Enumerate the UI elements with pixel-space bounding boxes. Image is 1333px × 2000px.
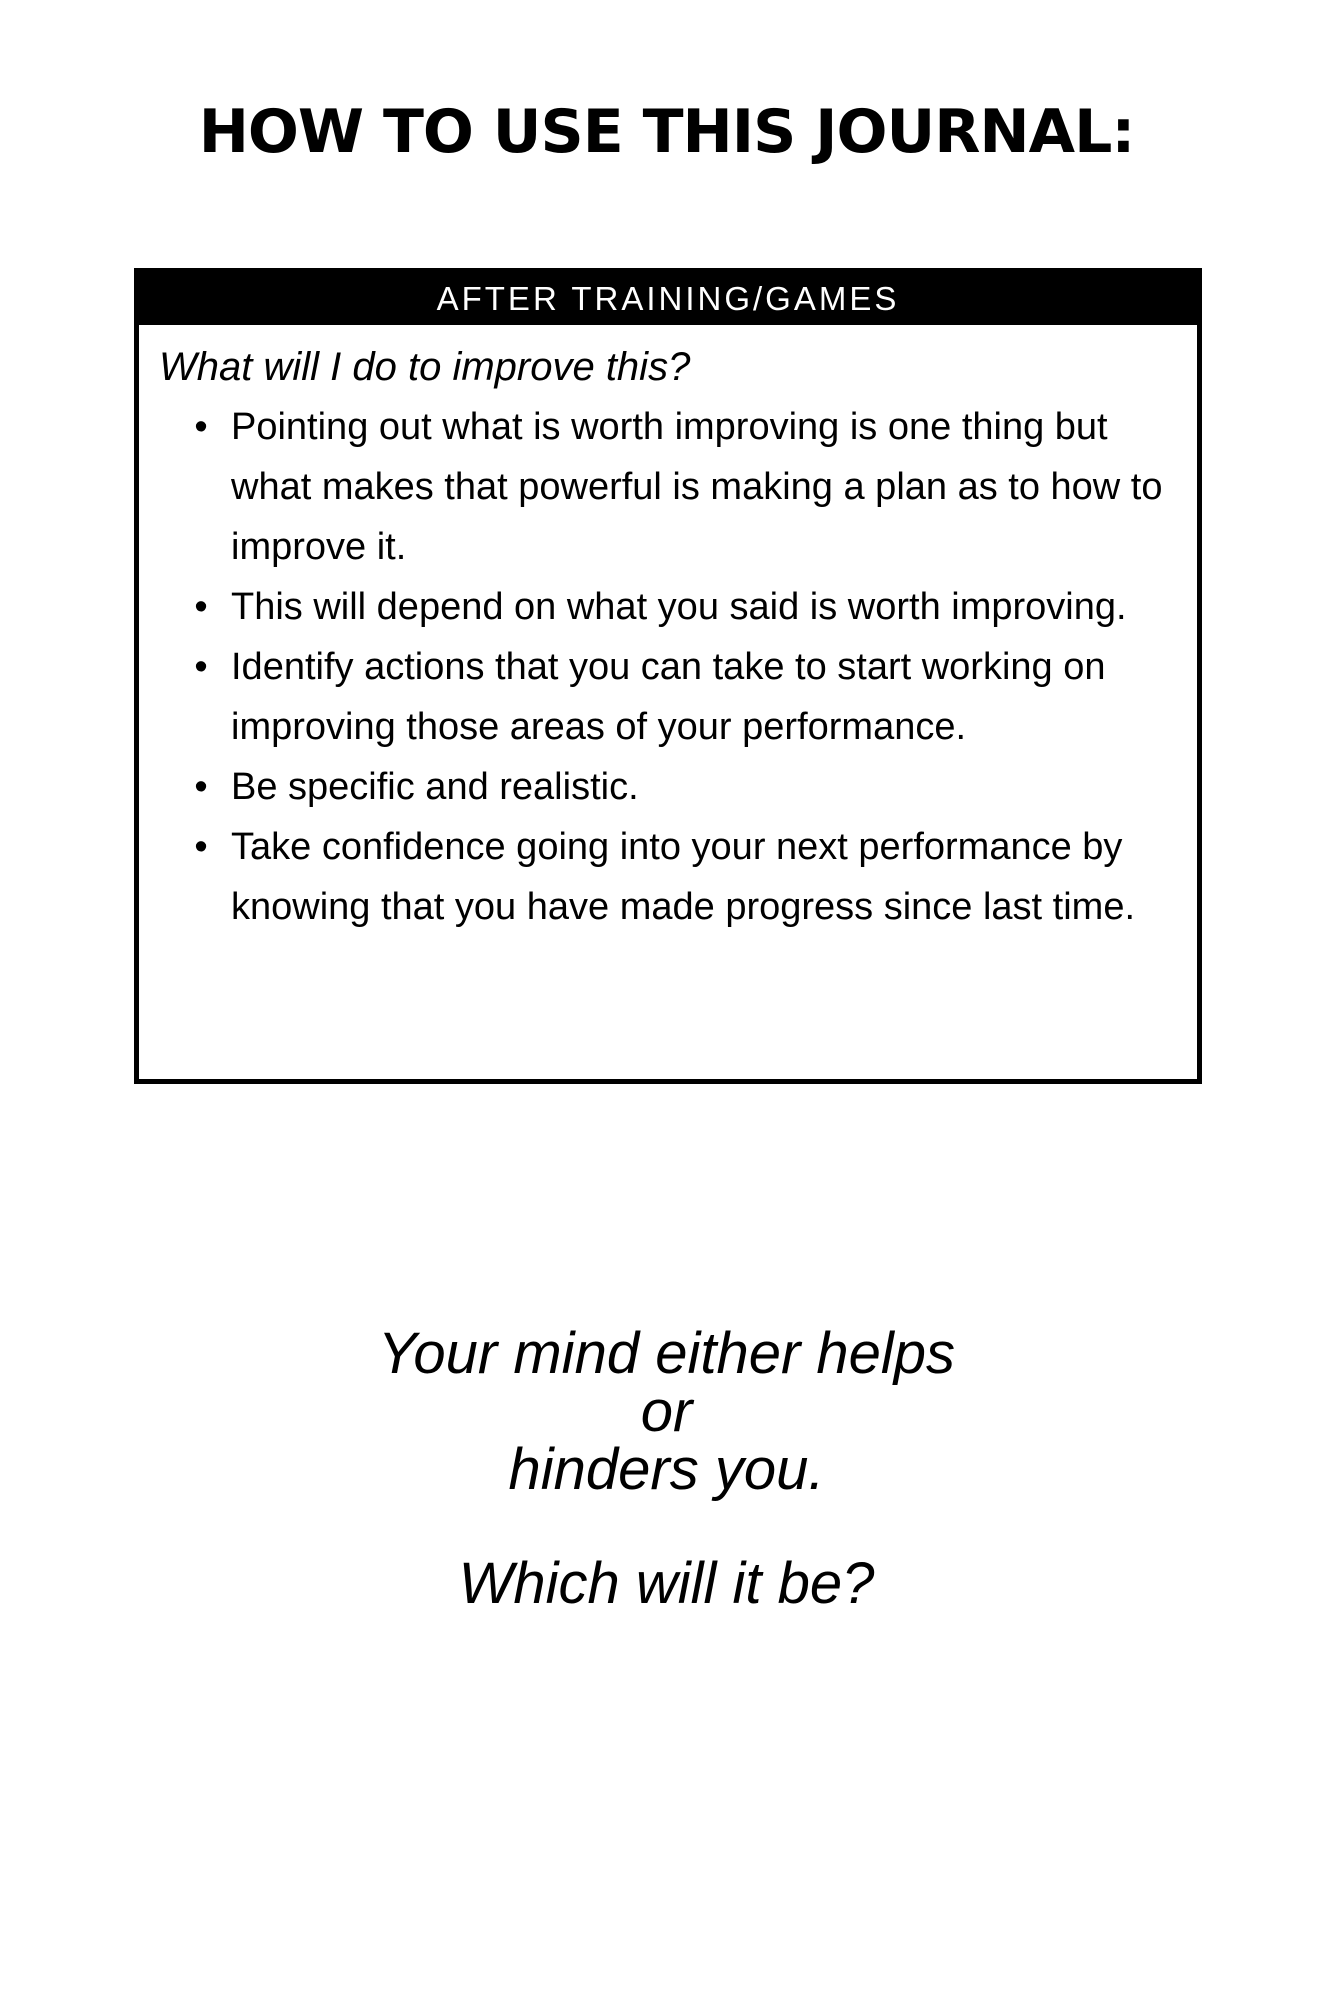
quote-question: Which will it be? [458,1551,875,1616]
list-item-text: This will depend on what you said is worth improving. [231,586,1127,628]
page-title: HOW TO USE THIS JOURNAL: [198,97,1135,167]
bullet-list [159,397,1179,937]
list-item-text: Take confidence going into your next performance by knowing that you have made progress since last time. [231,826,1136,928]
bullet-icon: • [194,406,208,448]
list-item [159,577,1179,637]
list-item [159,757,1179,817]
card-header: AFTER TRAINING/GAMES [139,273,1197,325]
bullet-icon: • [194,586,208,628]
list-item [159,637,1179,757]
bullet-icon: • [194,766,208,808]
bullet-icon: • [194,646,208,688]
card-question: What will I do to improve this? [159,345,691,389]
list-item [159,817,1179,937]
quote-line: or [640,1379,693,1444]
quote-line: hinders you. [508,1437,825,1502]
list-item-text: Pointing out what is worth improving is one thing but what makes that powerful is making a plan as to how to improve it. [231,406,1163,568]
list-item-text: Identify actions that you can take to start working on improving those areas of your performance. [231,646,1106,748]
quote-line: Your mind either helps [377,1321,956,1386]
list-item-text: Be specific and realistic. [231,766,639,808]
list-item [159,397,1179,577]
bullet-icon: • [194,826,208,868]
after-training-card [134,268,1202,1084]
card-body [139,325,1197,937]
